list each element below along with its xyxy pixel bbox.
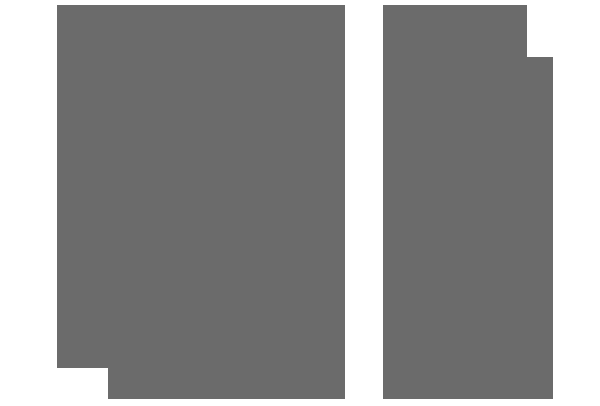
left-block-foot: [108, 368, 345, 399]
right-block-ear: [527, 57, 553, 368]
right-block-main: [383, 5, 527, 368]
left-block-main: [57, 5, 345, 368]
right-block-foot: [383, 368, 553, 399]
